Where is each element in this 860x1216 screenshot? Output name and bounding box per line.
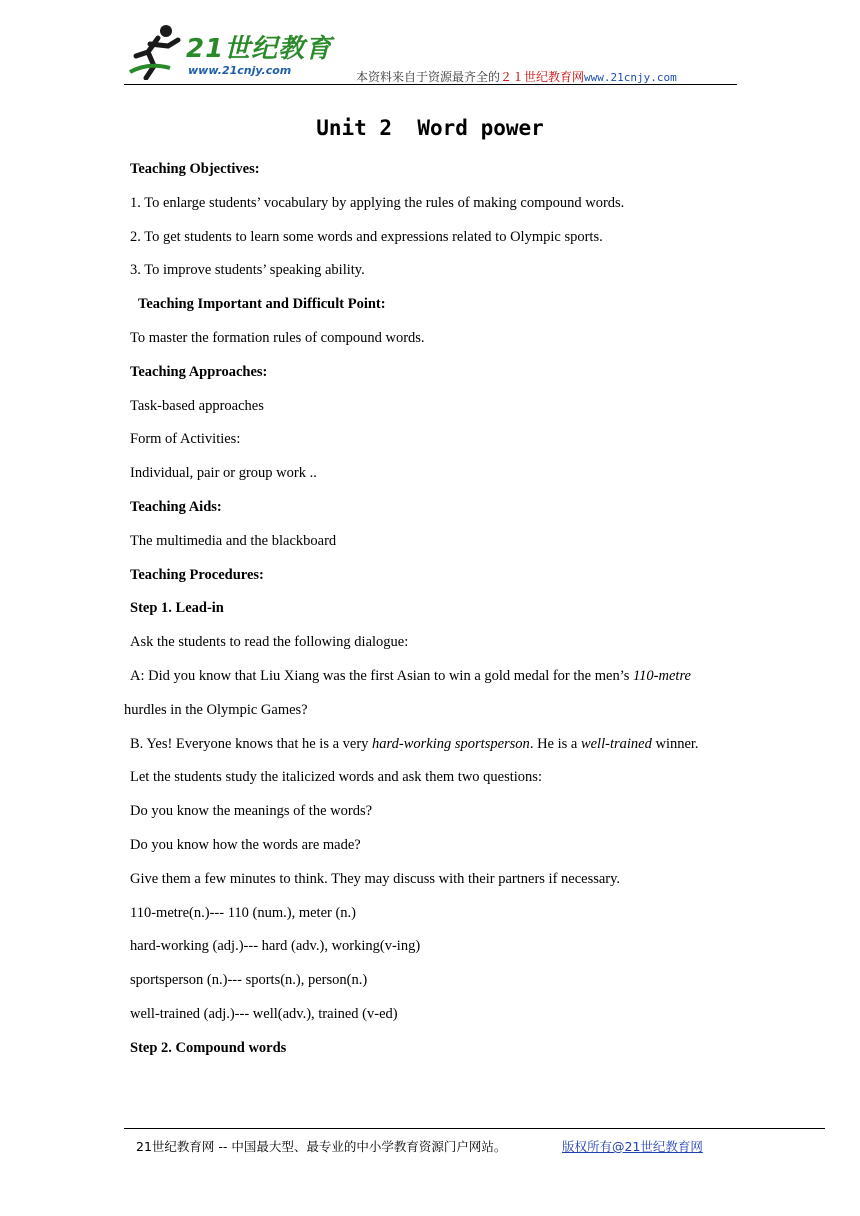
dialogue-b-part-1: B. Yes! Everyone knows that he is a very — [130, 736, 373, 752]
footer-text: 21世纪教育网 -- 中国最大型、最专业的中小学教育资源门户网站。 — [136, 1139, 507, 1154]
heading-procedures: Teaching Procedures: — [130, 567, 264, 583]
dialogue-b-italic-1: hard-working sportsperson — [372, 736, 530, 752]
heading-aids: Teaching Aids: — [130, 499, 222, 515]
approaches-text: Task-based approaches — [130, 398, 264, 414]
dialogue-a-text: A: Did you know that Liu Xiang was the first Asian to win a gold medal for the men’s — [130, 668, 633, 684]
word-breakdown-3: sportsperson (n.)--- sports(n.), person(n.) — [130, 972, 368, 988]
dialogue-a-italic: 110-metre — [633, 668, 691, 684]
logo-text: 21世纪教育 — [186, 34, 333, 64]
dialogue-b — [130, 735, 699, 753]
question-1: Do you know the meanings of the words? — [130, 803, 373, 819]
step-1-instruction: Ask the students to read the following dialogue: — [130, 634, 409, 650]
header-note-prefix: 本资料来自于资源最齐全的 — [356, 70, 501, 84]
objective-3: 3. To improve students’ speaking ability. — [130, 262, 365, 278]
question-2: Do you know how the words are made? — [130, 837, 361, 853]
dialogue-b-part-2: . He is a — [529, 736, 581, 752]
dialogue-a-continued: hurdles in the Olympic Games? — [124, 702, 308, 718]
footer-divider — [124, 1128, 825, 1129]
step-1-heading: Step 1. Lead-in — [130, 600, 224, 616]
heading-important-point: Teaching Important and Difficult Point: — [138, 296, 386, 312]
activities-text: Individual, pair or group work .. — [130, 465, 317, 481]
header-note-site: ２１世纪教育网 — [500, 70, 585, 84]
discussion-instruction: Give them a few minutes to think. They may discuss with their partners if necessary. — [130, 871, 621, 887]
study-instruction: Let the students study the italicized words and ask them two questions: — [130, 769, 542, 785]
site-logo — [128, 22, 338, 82]
aids-text: The multimedia and the blackboard — [130, 533, 337, 549]
dialogue-a — [130, 667, 691, 685]
header-divider — [124, 84, 737, 85]
dialogue-b-italic-2: well-trained — [580, 736, 652, 752]
word-breakdown-4: well-trained (adj.)--- well(adv.), trained (v-ed) — [130, 1006, 398, 1022]
objective-1: 1. To enlarge students’ vocabulary by applying the rules of making compound words. — [130, 195, 625, 211]
heading-objectives: Teaching Objectives: — [130, 161, 260, 177]
heading-activities: Form of Activities: — [130, 431, 241, 447]
word-breakdown-2: hard-working (adj.)--- hard (adv.), working(v-ing) — [130, 938, 421, 954]
dialogue-b-part-3: winner. — [651, 736, 699, 752]
step-2-heading: Step 2. Compound words — [130, 1040, 287, 1056]
footer-copyright-link[interactable]: 版权所有@21世纪教育网 — [562, 1139, 703, 1154]
header-note — [356, 68, 677, 85]
word-breakdown-1: 110-metre(n.)--- 110 (num.), meter (n.) — [130, 905, 357, 921]
page-title: Unit 2 Word power — [316, 116, 544, 140]
runner-icon — [128, 22, 188, 80]
logo-url: www.21cnjy.com — [188, 64, 292, 77]
heading-approaches: Teaching Approaches: — [130, 364, 268, 380]
header-note-url[interactable]: www.21cnjy.com — [584, 71, 677, 84]
objective-2: 2. To get students to learn some words and expressions related to Olympic sports. — [130, 229, 603, 245]
important-point-text: To master the formation rules of compound words. — [130, 330, 425, 346]
